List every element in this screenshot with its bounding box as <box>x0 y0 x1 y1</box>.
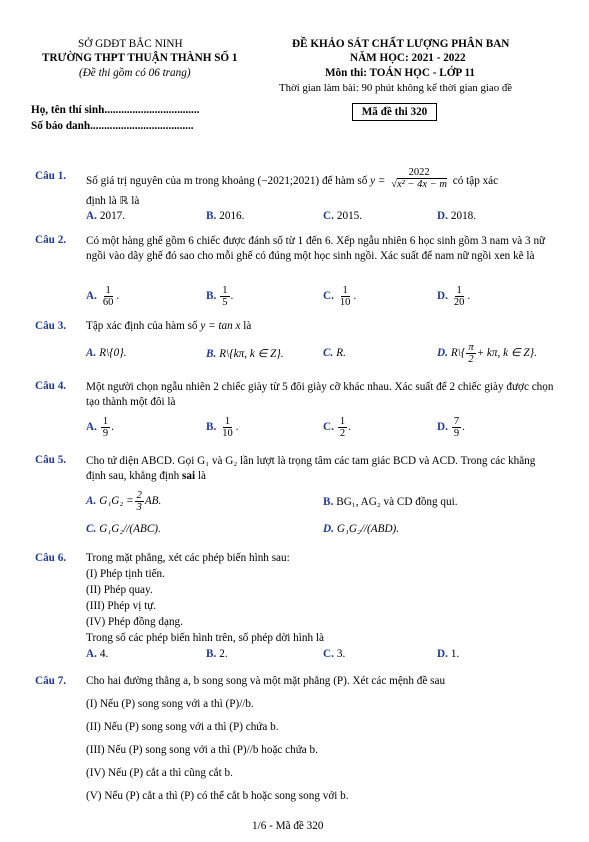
question-label: Câu 4. <box>35 380 67 392</box>
statement-3: (III) Nếu (P) song song với a thì (P)//b hoặc chứa b. <box>86 744 318 756</box>
option-a: A. $\frac{1}{9}$ . <box>86 416 114 439</box>
option-c: C. $\frac{1}{2}$ . <box>323 416 351 439</box>
question-label: Câu 3. <box>35 320 67 332</box>
question-label: Câu 6. <box>35 552 67 564</box>
candidate-id-line: Số báo danh..................................... <box>31 120 194 132</box>
option-d: D. $\frac{7}{9}$ . <box>437 416 465 439</box>
option-a: A. G₁G₂ = $\frac{2}{3}$ AB. <box>86 490 162 513</box>
question-label: Câu 2. <box>35 234 67 246</box>
option-c: C. $\frac{1}{10}$ . <box>323 285 357 308</box>
statement-2: (II) Nếu (P) song song với a thì (P) chứa b. <box>86 721 279 733</box>
school-year: NĂM HỌC: 2021 - 2022 <box>350 52 466 64</box>
exam-time: Thời gian làm bài: 90 phút không kể thời gian giao đề <box>279 82 513 94</box>
option-a: A. $\frac{1}{60}$ . <box>86 285 120 308</box>
question-1-text: Số giá trị nguyên của m trong khoảng (−2021;2021) để hàm số y = $\frac{2022}{\text{√x² − 4x − m}}$ có tập xác <box>86 167 499 190</box>
question-6-line: (IV) Phép đồng dạng. <box>86 616 183 628</box>
option-a: A. R\{0}. <box>86 347 127 359</box>
option-b: B. $\frac{1}{10}$ . <box>206 416 239 439</box>
question-label: Câu 1. <box>35 170 67 182</box>
option-a: A. 4. <box>86 648 109 660</box>
question-4-text: Một người chọn ngẫu nhiên 2 chiếc giày từ 5 đôi giày cỡ khác nhau. Xác suất để 2 chiếc giày được chọn tạo thành một đôi là <box>86 381 554 408</box>
statement-1: (I) Nếu (P) song song với a thì (P)//b. <box>86 698 254 710</box>
option-b: B. BG₁, AG₂ và CD đồng qui. <box>323 496 458 508</box>
question-6-line: Trong số các phép biến hình trên, số phép dời hình là <box>86 632 324 644</box>
question-5-text: Cho tứ diện ABCD. Gọi G₁ và G₂ lần lượt là trọng tâm các tam giác BCD và ACD. Trong các khẳng định sau, khẳng định sai là <box>86 455 536 482</box>
function-fraction: $\frac{2022}{\text{√x² − 4x − m}}$ <box>391 167 447 190</box>
option-c: C. 2015. <box>323 210 363 222</box>
statement-4: (IV) Nếu (P) cắt a thì cũng cắt b. <box>86 767 233 779</box>
pages-note: (Đề thi gồm có 06 trang) <box>79 67 191 79</box>
option-a: A. 2017. <box>86 210 126 222</box>
candidate-name-line: Họ, tên thí sinh.................................. <box>31 104 200 116</box>
option-d: D. $\frac{1}{20}$ . <box>437 285 471 308</box>
question-3-text: Tập xác định của hàm số y = tan x là <box>86 320 252 332</box>
option-b: B. R\{kπ, k ∈ Z}. <box>206 348 284 360</box>
option-d: D. G₁G₂//(ABD). <box>323 523 400 535</box>
statement-5: (V) Nếu (P) cắt a thì (P) có thể cắt b hoặc song song với b. <box>86 790 349 802</box>
option-d: D. R\{ $\frac{\pi}{2}$ + kπ, k ∈ Z}. <box>437 342 537 365</box>
school-name: TRƯỜNG THPT THUẬN THÀNH SỐ 1 <box>42 52 238 64</box>
exam-title: ĐỀ KHẢO SÁT CHẤT LƯỢNG PHÂN BAN <box>292 38 510 50</box>
page-footer: 1/6 - Mã đề 320 <box>252 820 324 832</box>
option-c: C. G₁G₂//(ABC). <box>86 523 161 535</box>
option-b: B. 2016. <box>206 210 245 222</box>
question-2-text: Có một hàng ghế gồm 6 chiếc được đánh số từ 1 đến 6. Xếp ngẫu nhiên 6 học sinh gồm 3 nam và 3 nữ ngồi vào dãy ghế đó sao cho mỗi ghế có đúng một học sinh ngồi. Xác suất để nam nữ ngồi xen kẽ là <box>86 235 546 262</box>
option-b: B. $\frac{1}{5}$ . <box>206 285 234 308</box>
option-c: C. 3. <box>323 648 346 660</box>
option-d: D. 1. <box>437 648 460 660</box>
subject: Môn thi: TOÁN HỌC - LỚP 11 <box>325 67 476 79</box>
option-c: C. R. <box>323 347 346 359</box>
question-6-line: (II) Phép quay. <box>86 584 153 596</box>
question-7-line: Cho hai đường thẳng a, b song song và một mặt phẳng (P). Xét các mệnh đề sau <box>86 675 446 687</box>
option-d: D. 2018. <box>437 210 477 222</box>
question-1-text-line2: định là ℝ là <box>86 195 140 207</box>
question-6-line: (I) Phép tịnh tiến. <box>86 568 165 580</box>
exam-code-box: Mã đề thi 320 <box>352 103 437 121</box>
question-label: Câu 7. <box>35 675 67 687</box>
question-6-line: Trong mặt phẳng, xét các phép biến hình sau: <box>86 552 290 564</box>
department-name: SỞ GDĐT BẮC NINH <box>78 38 183 50</box>
question-label: Câu 5. <box>35 454 67 466</box>
question-6-line: (III) Phép vị tự. <box>86 600 157 612</box>
option-b: B. 2. <box>206 648 228 660</box>
